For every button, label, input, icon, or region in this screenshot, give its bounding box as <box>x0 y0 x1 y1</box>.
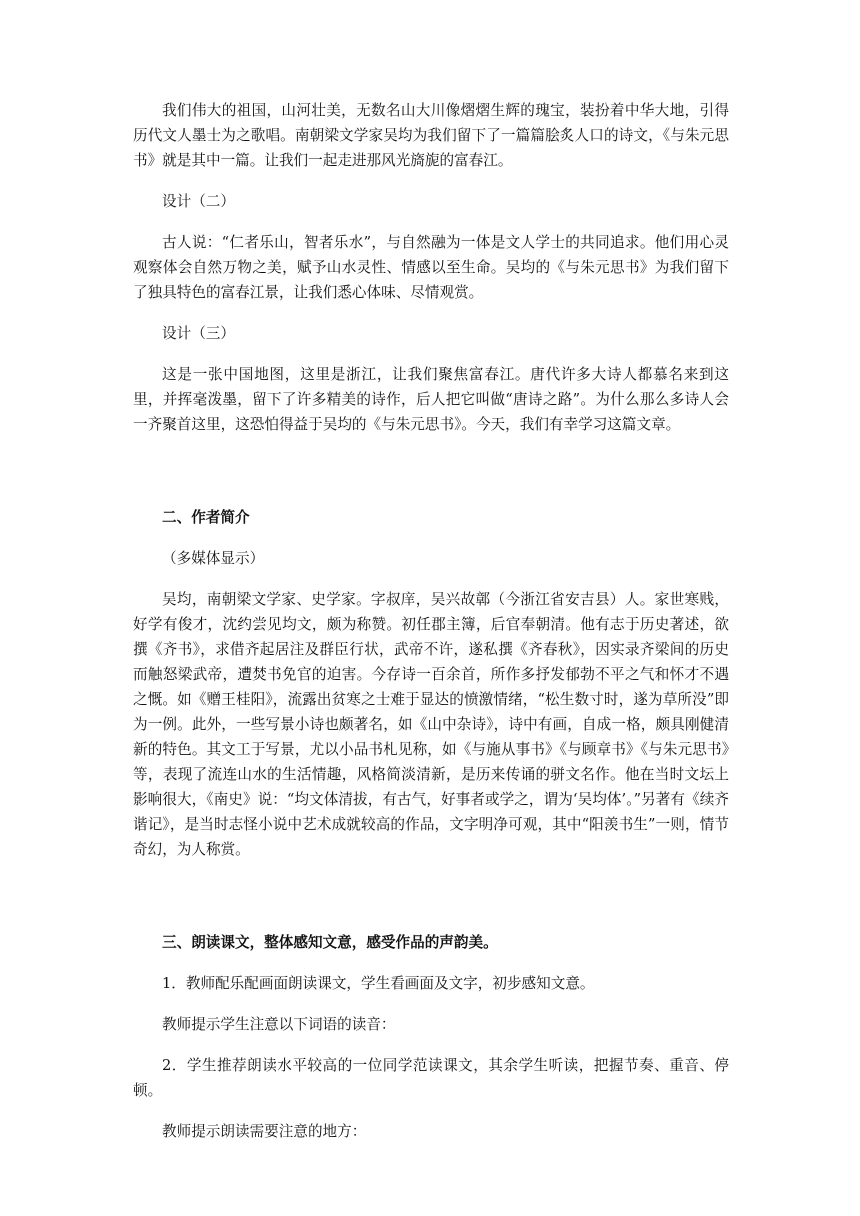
section-two-heading: 二、作者简介 <box>162 509 250 526</box>
intro-paragraph-2: 古人说：“仁者乐山，智者乐水”，与自然融为一体是文人学士的共同追求。他们用心灵观察体会自然万物之美，赋予山水灵性、情感以至生命。吴均的《与朱元思书》为我们留下了独具特色的富春江景，让我们悉心体味、尽情观赏。 <box>133 234 729 301</box>
author-bio-paragraph: 吴均，南朝梁文学家、史学家。字叔庠，吴兴故鄣（今浙江省安吉县）人。家世寒贱，好学有俊才，沈约尝见均文，颇为称赞。初任郡主簿，后官奉朝清。他有志于历史著述，欲撰《齐书》，求借齐起居注及群臣行状，武帝不许，遂私撰《齐春秋》，因实录齐梁间的历史而触怒梁武帝，遭焚书免官的迫害。今存诗一百余首，所作多抒发郁勃不平之气和怀才不遇之慨。如《赠王桂阳》，流露出贫寒之士难于显达的愤激情绪，“松生数寸时，遂为草所没”即为一例。此外，一些写景小诗也颇著名，如《山中杂诗》，诗中有画，自成一格，颇具刚健清新的特色。其文工于写景，尤以小品书札见称，如《与施从事书》《与顾章书》《与朱元思书》等，表现了流连山水的生活情趣，风格简淡清新，是历来传诵的骈文名作。他在当时文坛上影响很大，《南史》说：“均文体清拔，有古气，好事者或学之，谓为‘吴均体’。”另著有《续齐谐记》，是当时志怪小说中艺术成就较高的作品，文字明净可观，其中“阳羡书生”一则，情节奇幻，为人称赏。 <box>133 591 729 858</box>
step-one-text: 1．教师配乐配画面朗读课文，学生看画面及文字，初步感知文意。 <box>162 975 595 992</box>
section-spacer <box>133 878 729 930</box>
section-spacer <box>133 453 729 505</box>
design-three-label: 设计（三） <box>162 325 235 342</box>
intro-paragraph-1: 我们伟大的祖国，山河壮美，无数名山大川像熠熠生辉的瑰宝，装扮着中华大地，引得历代文人墨士为之歌唱。南朝梁文学家吴均为我们留下了一篇篇脍炙人口的诗文，《与朱元思书》就是其中一篇。让我们一起走进那风光旖旎的富春江。 <box>133 102 729 169</box>
pronunciation-tip: 教师提示学生注意以下词语的读音： <box>162 1016 396 1033</box>
design-two-label: 设计（二） <box>162 193 235 210</box>
multimedia-note: （多媒体显示） <box>162 550 265 567</box>
intro-paragraph-3: 这是一张中国地图，这里是浙江，让我们聚焦富春江。唐代许多大诗人都慕名来到这里，并挥毫泼墨，留下了许多精美的诗作，后人把它叫做“唐诗之路”。为什么那么多诗人会一齐聚首这里，这恐怕得益于吴均的《与朱元思书》。今天，我们有幸学习这篇文章。 <box>133 366 729 433</box>
section-three-heading: 三、朗读课文，整体感知文意，感受作品的声韵美。 <box>162 934 498 951</box>
document-page <box>133 98 729 1160</box>
reading-tip: 教师提示朗读需要注意的地方： <box>162 1123 367 1140</box>
step-two-text: 2．学生推荐朗读水平较高的一位同学范读课文，其余学生听读，把握节奏、重音、停顿。 <box>133 1057 729 1099</box>
